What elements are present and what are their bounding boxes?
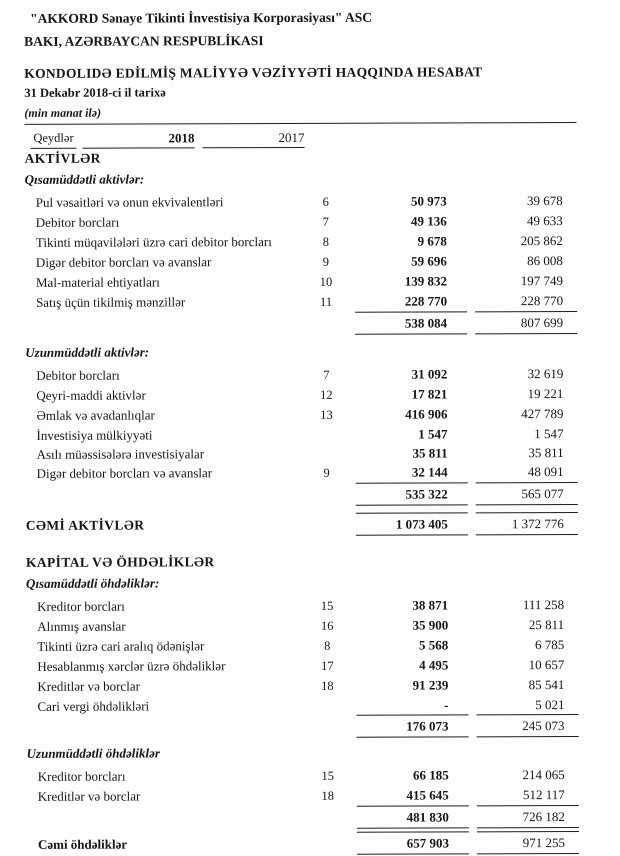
item-row [25, 211, 577, 233]
item-row [27, 765, 579, 787]
row-label: Kreditor borcları [27, 766, 299, 786]
row-label: Kreditlər və borclar [27, 786, 299, 806]
row-label: Kreditlər və borclar [26, 676, 298, 696]
value-2018: 538 084 [355, 311, 467, 334]
note-value: 11 [297, 293, 355, 312]
value-2018: 66 185 [357, 765, 469, 784]
value-2017: 111 258 [476, 595, 578, 614]
value-2017: 10 657 [476, 655, 578, 674]
note-value: 15 [298, 597, 356, 616]
item-row [26, 462, 578, 484]
value-2018: 416 906 [355, 404, 467, 423]
row-label: Uzunmüddətli öhdəliklər [27, 743, 299, 763]
row-label: Digər debitor borcları və avanslar [25, 252, 297, 272]
row-gap [26, 535, 578, 553]
item-row [26, 443, 578, 464]
value-2017: 1 372 776 [476, 512, 578, 535]
statement-rows [25, 147, 579, 856]
row-label: Kreditor borcları [26, 596, 298, 616]
value-2017: 228 770 [475, 291, 577, 310]
note-value: 6 [297, 193, 355, 212]
value-2018: 5 568 [356, 635, 468, 654]
value-2018: - [356, 695, 468, 714]
row-label: Qısamüddətli aktivlər: [25, 169, 297, 189]
note-value: 8 [298, 637, 356, 656]
value-2017: 6 785 [476, 635, 578, 654]
value-2017: 35 811 [476, 443, 578, 462]
total-row [26, 512, 578, 537]
note-value: 12 [297, 386, 355, 405]
subsection-row [26, 572, 578, 593]
item-row [25, 424, 577, 445]
value-2017: 85 541 [476, 675, 578, 694]
value-2018: 35 811 [356, 443, 468, 462]
row-label: Debitor borcları [25, 212, 297, 232]
value-2017: 49 633 [475, 211, 577, 230]
value-2017: 565 077 [476, 482, 578, 505]
row-label: Digər debitor borcları və avanslar [26, 463, 298, 483]
item-row [26, 615, 578, 637]
row-label: Qısamüddətli öhdəliklər: [26, 573, 298, 593]
section-row [25, 147, 577, 168]
value-2018: 9 678 [355, 231, 467, 250]
value-2018: 415 645 [357, 785, 469, 804]
units-label: (min manat ilə) [24, 106, 101, 120]
item-row [26, 595, 578, 617]
note-value: 18 [298, 677, 356, 696]
value-2017: 5 021 [476, 695, 578, 714]
row-label [27, 822, 299, 823]
row-label: CƏMİ AKTİVLƏR [26, 514, 298, 536]
value-2018: 176 073 [356, 714, 468, 737]
value-2018: 31 092 [355, 364, 467, 383]
subtotal-row [25, 311, 577, 336]
row-label: Cari vergi öhdəlikləri [26, 696, 298, 716]
company-location: BAKI, AZƏRBAYCAN RESPUBLİKASI [24, 30, 576, 51]
note-value: 13 [297, 406, 355, 425]
row-label [27, 731, 299, 732]
item-row [25, 384, 577, 406]
value-2017: 19 221 [475, 384, 577, 403]
item-row [25, 291, 577, 313]
value-2018: 4 495 [356, 655, 468, 674]
subtotal-row [27, 805, 579, 830]
total-row [27, 831, 579, 856]
value-2018: 228 770 [355, 291, 467, 310]
value-2017: 245 073 [476, 714, 578, 737]
item-row [26, 695, 578, 716]
item-row [25, 231, 577, 253]
note-value: 8 [297, 233, 355, 252]
value-2017: 512 117 [477, 785, 579, 804]
row-label: İnvestisiya mülkiyyəti [25, 425, 297, 445]
note-value: 9 [297, 253, 355, 272]
column-header-2018: 2018 [82, 129, 194, 148]
value-2018: 32 144 [356, 462, 468, 481]
value-2018: 38 871 [356, 595, 468, 614]
value-2018: 49 136 [355, 211, 467, 230]
value-2017: 205 862 [475, 231, 577, 250]
row-label [25, 328, 297, 329]
subsection-row [25, 341, 577, 362]
value-2018: 657 903 [357, 831, 469, 854]
column-headers [24, 128, 576, 149]
row-label: Uzunmüddətli aktivlər: [25, 342, 297, 362]
row-label: Satış üçün tikilmiş mənzillər [25, 292, 297, 312]
subsection-row [27, 742, 579, 763]
note-value: 15 [299, 767, 357, 786]
value-2018: 1 547 [355, 424, 467, 443]
value-2017: 807 699 [475, 311, 577, 334]
value-2017: 971 255 [477, 831, 579, 854]
note-value: 9 [298, 464, 356, 483]
value-2018: 17 821 [355, 384, 467, 403]
item-row [27, 785, 579, 807]
value-2017: 25 811 [476, 615, 578, 634]
item-row [26, 635, 578, 657]
note-value: 7 [297, 366, 355, 385]
row-label: Alınmış avanslar [26, 616, 298, 636]
value-2018: 35 900 [356, 615, 468, 634]
section-row [26, 551, 578, 572]
item-row [25, 191, 577, 213]
row-label: Cəmi öhdəliklər [27, 833, 299, 855]
row-label: Asılı müəssisələrə investisiyalar [26, 444, 298, 464]
column-header-notes [24, 130, 82, 149]
row-label: Tikinti üzrə cari aralıq ödənişlər [26, 636, 298, 656]
value-2017: 1 547 [475, 424, 577, 443]
item-row [25, 364, 577, 386]
row-label: KAPİTAL VƏ ÖHDƏLİKLƏR [26, 552, 298, 572]
value-2017: 86 008 [475, 251, 577, 270]
subtotal-row [26, 482, 578, 507]
value-2018: 535 322 [356, 482, 468, 505]
item-row [25, 251, 577, 273]
value-2018: 50 973 [355, 191, 467, 210]
value-2017: 32 619 [475, 364, 577, 383]
value-2018: 481 830 [357, 805, 469, 828]
item-row [26, 675, 578, 697]
value-2018: 139 832 [355, 271, 467, 290]
row-label: Mal-material ehtiyatları [25, 272, 297, 292]
value-2017: 726 182 [477, 805, 579, 828]
subsection-row [25, 168, 577, 189]
row-label [26, 499, 298, 500]
header-rule [24, 102, 576, 125]
value-2017: 39 678 [475, 191, 577, 210]
row-label: AKTİVLƏR [25, 148, 297, 168]
value-2018: 91 239 [356, 675, 468, 694]
column-header-notes-text: Qeydlər [30, 130, 76, 149]
row-label: Debitor borcları [25, 365, 297, 385]
value-2017: 427 789 [475, 404, 577, 423]
item-row [26, 655, 578, 677]
company-name: "AKKORD Sənaye Tikinti İnvestisiya Korporasiyası" ASC [24, 7, 576, 28]
statement-title: KONDOLIDƏ EDİLMİŞ MALİYYƏ VƏZİYYƏTİ HAQQINDA HESABAT [24, 62, 576, 83]
row-label: Əmlak və avadanlıqlar [25, 405, 297, 425]
subtotal-row [26, 714, 578, 739]
statement-date: 31 Dekabr 2018-ci il tarixə [24, 83, 576, 102]
row-label: Hesablanmış xərclər üzrə öhdəliklər [26, 656, 298, 676]
value-2017: 214 065 [477, 765, 579, 784]
column-header-2017: 2017 [202, 129, 304, 148]
value-2017: 48 091 [476, 462, 578, 481]
value-2018: 1 073 405 [356, 512, 468, 535]
note-value: 17 [298, 657, 356, 676]
note-value: 18 [299, 787, 357, 806]
note-value: 10 [297, 273, 355, 292]
value-2017: 197 749 [475, 271, 577, 290]
row-label: Pul vəsaitləri və onun ekvivalentləri [25, 192, 297, 212]
item-row [25, 271, 577, 293]
note-value: 7 [297, 213, 355, 232]
row-label: Tikinti müqavilələri üzrə cari debitor borcları [25, 232, 297, 252]
row-label: Qeyri-maddi aktivlər [25, 385, 297, 405]
note-value: 16 [298, 617, 356, 636]
value-2018: 59 696 [355, 251, 467, 270]
item-row [25, 404, 577, 426]
